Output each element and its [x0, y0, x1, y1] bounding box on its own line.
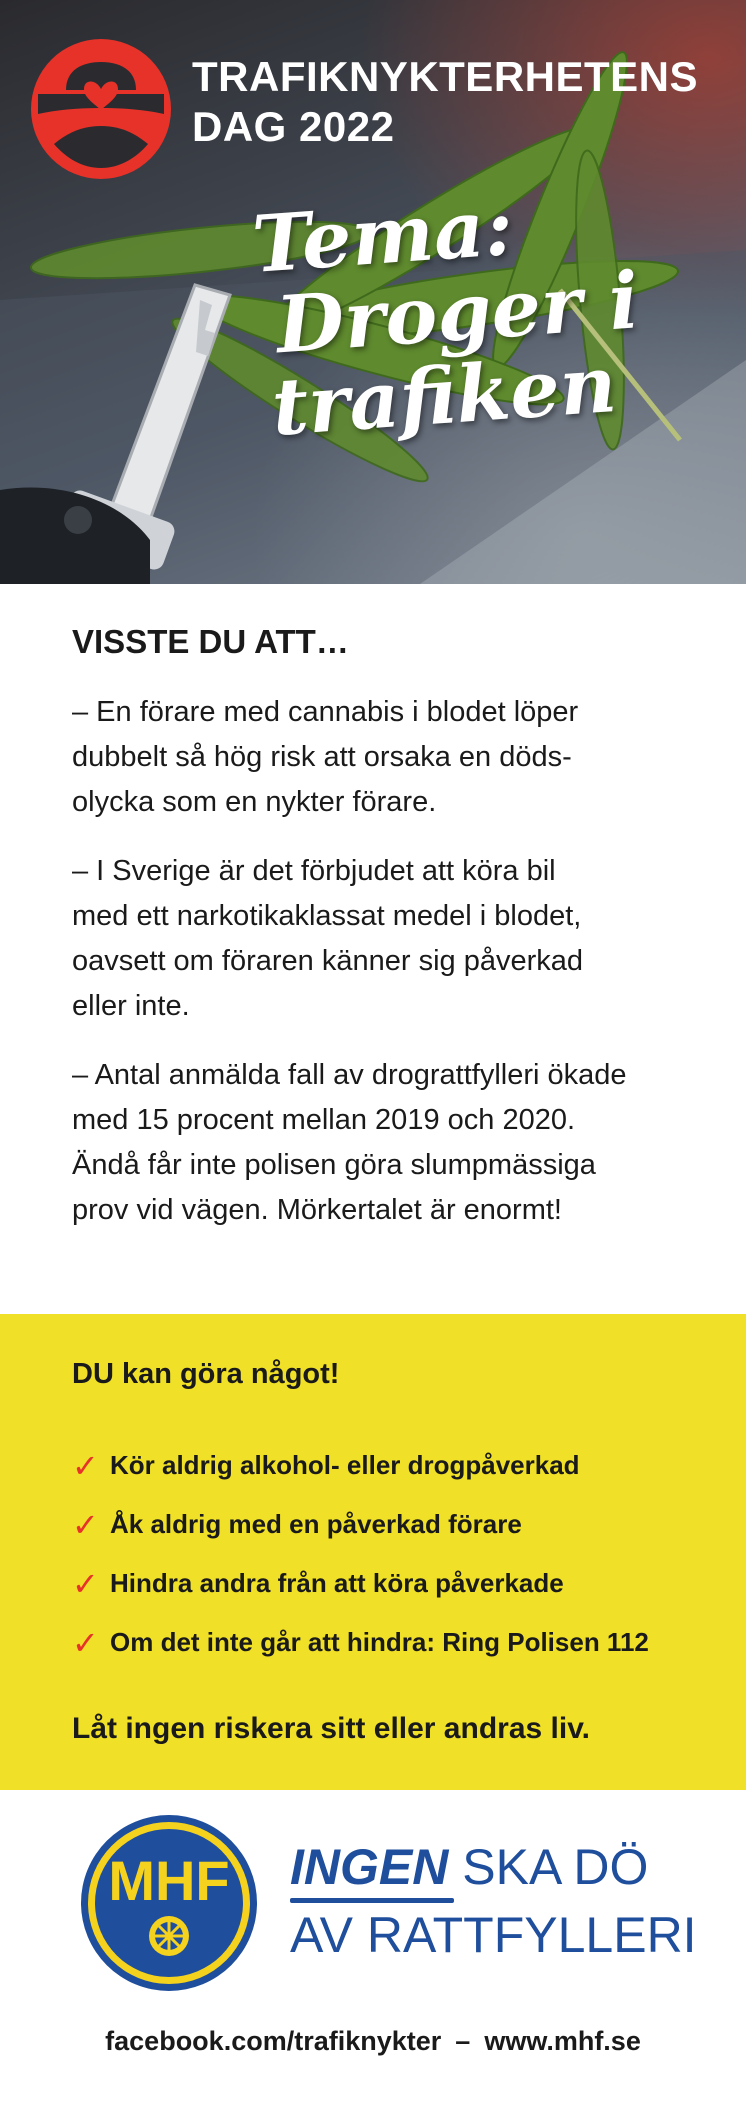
- theme-line2: Droger i: [273, 255, 642, 372]
- slogan-rest: SKA DÖ: [448, 1839, 649, 1895]
- fact-line: med ett narkotikaklassat medel i blodet,: [72, 900, 582, 932]
- hero-title-line2: DAG 2022: [192, 103, 395, 150]
- fact-line: med 15 procent mellan 2019 och 2020.: [72, 1104, 576, 1136]
- slogan-line2: AV RATTFYLLERI: [290, 1907, 697, 1963]
- fact-line: Ändå får inte polisen göra slumpmässiga: [72, 1149, 596, 1181]
- website-link[interactable]: www.mhf.se: [484, 2026, 641, 2056]
- fact-list: [72, 690, 692, 1233]
- checkmark-icon: ✓: [72, 1506, 99, 1543]
- action-item: [72, 1554, 649, 1613]
- action-item-text: Om det inte går att hindra: Ring Polisen 112: [110, 1627, 649, 1657]
- action-item: [72, 1436, 649, 1495]
- fact-paragraph: [72, 849, 692, 1029]
- checkmark-icon: ✓: [72, 1565, 99, 1602]
- hero-banner: [0, 0, 746, 584]
- wheel-icon: [149, 1916, 189, 1956]
- fact-line: dubbelt så hög risk att orsaka en döds-: [72, 741, 572, 773]
- facts-section: [72, 622, 692, 1257]
- fact-line: prov vid vägen. Mörkertalet är enormt!: [72, 1194, 562, 1226]
- action-heading: DU kan göra något!: [72, 1358, 340, 1390]
- checkmark-icon: ✓: [72, 1624, 99, 1661]
- contact-separator: –: [455, 2026, 471, 2056]
- fact-line: oavsett om föraren känner sig påverkad: [72, 945, 583, 977]
- action-item: [72, 1613, 649, 1672]
- fact-paragraph: [72, 690, 692, 825]
- action-list: [72, 1436, 649, 1672]
- mhf-logo-text: MHF: [108, 1849, 230, 1912]
- action-closing: Låt ingen riskera sitt eller andras liv.: [72, 1712, 590, 1745]
- hero-title: [192, 52, 698, 152]
- slogan-underline: [290, 1898, 454, 1903]
- action-item-text: Åk aldrig med en påverkad förare: [110, 1509, 522, 1539]
- action-item-text: Kör aldrig alkohol- eller drogpåverkad: [110, 1450, 580, 1480]
- theme-line3: trafiken: [269, 339, 620, 454]
- facebook-link[interactable]: facebook.com/trafiknykter: [105, 2026, 442, 2056]
- fact-line: – En förare med cannabis i blodet löper: [72, 696, 579, 728]
- facts-heading: VISSTE DU ATT…: [72, 623, 349, 660]
- contact-line: [0, 2026, 746, 2057]
- hero-title-line1: TRAFIKNYKTERHETENS: [192, 53, 699, 100]
- slogan-emphasis: INGEN: [290, 1839, 449, 1895]
- action-section: [0, 1314, 746, 1790]
- fact-paragraph: [72, 1053, 692, 1233]
- steering-wheel-heart-icon: [26, 34, 176, 184]
- slogan-line1: [290, 1838, 697, 1896]
- fact-line: olycka som en nykter förare.: [72, 786, 437, 818]
- fact-line: eller inte.: [72, 990, 190, 1022]
- action-item: [72, 1495, 649, 1554]
- fact-line: – Antal anmälda fall av drograttfylleri ökade: [72, 1059, 627, 1091]
- checkmark-icon: ✓: [72, 1447, 99, 1484]
- slogan: [290, 1838, 697, 1963]
- fact-line: – I Sverige är det förbjudet att köra bil: [72, 855, 556, 887]
- hero-theme: [249, 173, 726, 454]
- theme-line1: Tema:: [249, 181, 516, 291]
- mhf-logo: [78, 1812, 260, 1994]
- action-item-text: Hindra andra från att köra påverkade: [110, 1568, 564, 1598]
